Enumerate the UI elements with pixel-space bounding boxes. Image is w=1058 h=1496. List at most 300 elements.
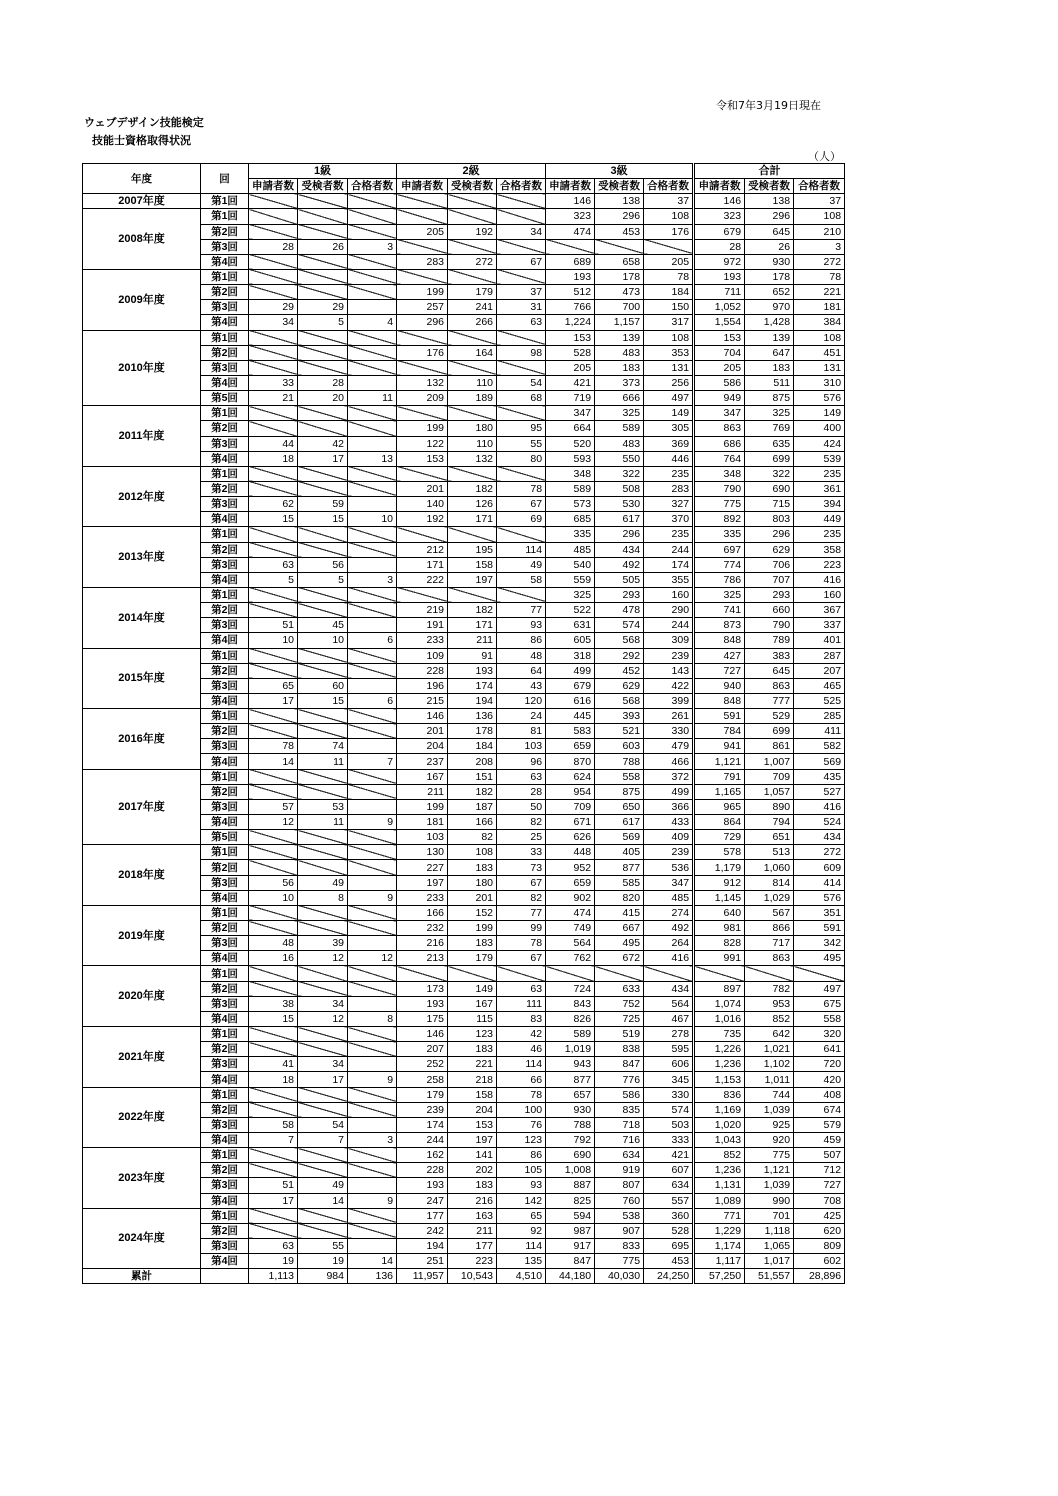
value-cell: 111 xyxy=(497,996,546,1011)
value-cell: 197 xyxy=(397,875,448,890)
value-cell: 29 xyxy=(298,300,348,315)
not-applicable-cell xyxy=(249,724,298,739)
round-cell: 第1回 xyxy=(201,1027,249,1042)
not-applicable-cell xyxy=(348,209,397,224)
not-applicable-cell xyxy=(249,542,298,557)
value-cell: 647 xyxy=(745,345,794,360)
value-cell: 17 xyxy=(249,1193,298,1208)
not-applicable-cell xyxy=(298,784,348,799)
value-cell: 416 xyxy=(794,799,845,814)
value-cell: 784 xyxy=(694,724,745,739)
value-cell: 497 xyxy=(644,391,694,406)
not-applicable-cell xyxy=(298,603,348,618)
value-cell: 296 xyxy=(595,527,644,542)
value-cell: 197 xyxy=(448,1133,497,1148)
value-cell: 322 xyxy=(595,466,644,481)
not-applicable-cell xyxy=(448,527,497,542)
not-applicable-cell xyxy=(298,269,348,284)
value-cell: 919 xyxy=(595,1163,644,1178)
value-cell: 360 xyxy=(644,1208,694,1223)
subheader-cell: 申請者数 xyxy=(546,179,595,194)
not-applicable-cell xyxy=(348,921,397,936)
value-cell: 782 xyxy=(745,981,794,996)
not-applicable-cell xyxy=(298,1027,348,1042)
table-row xyxy=(83,587,845,602)
table-row xyxy=(83,845,845,860)
value-cell: 586 xyxy=(595,1087,644,1102)
value-cell: 335 xyxy=(546,527,595,542)
value-cell: 158 xyxy=(448,1087,497,1102)
value-cell: 205 xyxy=(644,254,694,269)
year-cell: 2024年度 xyxy=(83,1208,201,1269)
total-label: 累計 xyxy=(83,1269,201,1284)
round-cell: 第2回 xyxy=(201,542,249,557)
value-cell: 741 xyxy=(694,603,745,618)
value-cell: 181 xyxy=(794,300,845,315)
value-cell: 92 xyxy=(497,1223,546,1238)
value-cell: 607 xyxy=(644,1163,694,1178)
not-applicable-cell xyxy=(497,587,546,602)
year-cell: 2018年度 xyxy=(83,845,201,906)
value-cell: 199 xyxy=(397,421,448,436)
value-cell: 1,057 xyxy=(745,784,794,799)
not-applicable-cell xyxy=(249,527,298,542)
not-applicable-cell xyxy=(249,921,298,936)
not-applicable-cell xyxy=(448,209,497,224)
value-cell: 1,089 xyxy=(694,1193,745,1208)
value-cell: 3 xyxy=(348,239,397,254)
round-cell: 第3回 xyxy=(201,360,249,375)
not-applicable-cell xyxy=(249,1027,298,1042)
value-cell: 211 xyxy=(448,1223,497,1238)
year-cell: 2008年度 xyxy=(83,209,201,270)
not-applicable-cell xyxy=(249,330,298,345)
value-cell: 283 xyxy=(397,254,448,269)
value-cell: 690 xyxy=(546,1148,595,1163)
value-cell: 158 xyxy=(448,557,497,572)
value-cell: 583 xyxy=(546,724,595,739)
round-cell: 第1回 xyxy=(201,1148,249,1163)
value-cell: 564 xyxy=(546,936,595,951)
value-cell: 17 xyxy=(249,693,298,708)
not-applicable-cell xyxy=(298,921,348,936)
value-cell: 664 xyxy=(546,421,595,436)
value-cell: 204 xyxy=(397,739,448,754)
round-cell: 第1回 xyxy=(201,406,249,421)
not-applicable-cell xyxy=(249,481,298,496)
value-cell: 568 xyxy=(595,633,644,648)
value-cell: 1,121 xyxy=(745,1163,794,1178)
value-cell: 941 xyxy=(694,739,745,754)
value-cell: 708 xyxy=(794,1193,845,1208)
round-cell: 第3回 xyxy=(201,557,249,572)
not-applicable-cell xyxy=(348,1223,397,1238)
value-cell: 912 xyxy=(694,875,745,890)
value-cell: 162 xyxy=(397,1148,448,1163)
not-applicable-cell xyxy=(298,981,348,996)
value-cell: 1,121 xyxy=(694,754,745,769)
value-cell: 296 xyxy=(745,527,794,542)
value-cell: 712 xyxy=(794,1163,845,1178)
value-cell: 241 xyxy=(448,300,497,315)
not-applicable-cell xyxy=(348,481,397,496)
value-cell: 511 xyxy=(745,375,794,390)
value-cell: 709 xyxy=(745,769,794,784)
round-cell: 第4回 xyxy=(201,254,249,269)
value-cell: 699 xyxy=(745,451,794,466)
value-cell: 1,165 xyxy=(694,784,745,799)
not-applicable-cell xyxy=(348,224,397,239)
not-applicable-cell xyxy=(298,466,348,481)
value-cell: 825 xyxy=(546,1193,595,1208)
value-cell: 1,131 xyxy=(694,1178,745,1193)
value-cell: 327 xyxy=(644,497,694,512)
value-cell: 10 xyxy=(298,633,348,648)
value-cell: 153 xyxy=(397,451,448,466)
value-cell: 897 xyxy=(694,981,745,996)
value-cell: 272 xyxy=(794,254,845,269)
subheader-cell: 合格者数 xyxy=(644,179,694,194)
value-cell: 252 xyxy=(397,1057,448,1072)
value-cell: 205 xyxy=(694,360,745,375)
round-cell: 第3回 xyxy=(201,436,249,451)
value-cell: 624 xyxy=(546,769,595,784)
not-applicable-cell xyxy=(298,285,348,300)
value-cell: 233 xyxy=(397,633,448,648)
value-cell: 140 xyxy=(397,497,448,512)
not-applicable-cell xyxy=(546,966,595,981)
value-cell: 585 xyxy=(595,875,644,890)
value-cell: 943 xyxy=(546,1057,595,1072)
value-cell: 595 xyxy=(644,1042,694,1057)
round-cell: 第4回 xyxy=(201,451,249,466)
value-cell: 1,007 xyxy=(745,754,794,769)
year-cell: 2007年度 xyxy=(83,194,201,209)
round-cell: 第4回 xyxy=(201,572,249,587)
value-cell: 1,011 xyxy=(745,1072,794,1087)
value-cell: 31 xyxy=(497,300,546,315)
year-cell: 2009年度 xyxy=(83,269,201,330)
not-applicable-cell xyxy=(298,587,348,602)
not-applicable-cell xyxy=(249,285,298,300)
not-applicable-cell xyxy=(249,254,298,269)
not-applicable-cell xyxy=(348,1163,397,1178)
value-cell: 645 xyxy=(745,663,794,678)
value-cell: 370 xyxy=(644,512,694,527)
total-value-cell: 57,250 xyxy=(694,1269,745,1284)
table-row xyxy=(83,406,845,421)
value-cell: 602 xyxy=(794,1254,845,1269)
value-cell: 1,052 xyxy=(694,300,745,315)
not-applicable-cell xyxy=(249,360,298,375)
value-cell: 558 xyxy=(794,1011,845,1026)
value-cell: 330 xyxy=(644,1087,694,1102)
value-cell: 1,043 xyxy=(694,1133,745,1148)
value-cell: 222 xyxy=(397,572,448,587)
value-cell: 790 xyxy=(745,618,794,633)
value-cell: 790 xyxy=(694,481,745,496)
value-cell: 83 xyxy=(497,1011,546,1026)
value-cell: 285 xyxy=(794,709,845,724)
value-cell: 690 xyxy=(745,481,794,496)
value-cell: 193 xyxy=(448,663,497,678)
value-cell: 401 xyxy=(794,633,845,648)
table-row xyxy=(83,966,845,981)
year-cell: 2023年度 xyxy=(83,1148,201,1209)
value-cell: 1,236 xyxy=(694,1057,745,1072)
value-cell: 11 xyxy=(298,754,348,769)
value-cell: 98 xyxy=(497,345,546,360)
value-cell: 760 xyxy=(595,1193,644,1208)
not-applicable-cell xyxy=(497,269,546,284)
value-cell: 465 xyxy=(794,678,845,693)
value-cell: 82 xyxy=(497,890,546,905)
value-cell: 317 xyxy=(644,315,694,330)
value-cell: 139 xyxy=(745,330,794,345)
not-applicable-cell xyxy=(348,1208,397,1223)
value-cell: 204 xyxy=(448,1102,497,1117)
value-cell: 1,017 xyxy=(745,1254,794,1269)
table-row xyxy=(83,194,845,209)
value-cell: 1,102 xyxy=(745,1057,794,1072)
value-cell: 709 xyxy=(546,799,595,814)
value-cell: 775 xyxy=(694,497,745,512)
value-cell: 66 xyxy=(497,1072,546,1087)
value-cell: 108 xyxy=(448,845,497,860)
value-cell: 135 xyxy=(497,1254,546,1269)
not-applicable-cell xyxy=(348,254,397,269)
value-cell: 178 xyxy=(595,269,644,284)
subheader-cell: 合格者数 xyxy=(794,179,845,194)
value-cell: 13 xyxy=(348,451,397,466)
round-cell: 第4回 xyxy=(201,633,249,648)
value-cell: 519 xyxy=(595,1027,644,1042)
round-cell: 第4回 xyxy=(201,1133,249,1148)
value-cell: 890 xyxy=(745,799,794,814)
value-cell: 605 xyxy=(546,633,595,648)
value-cell: 372 xyxy=(644,769,694,784)
value-cell: 195 xyxy=(448,542,497,557)
value-cell: 77 xyxy=(497,603,546,618)
value-cell: 7 xyxy=(348,754,397,769)
value-cell: 529 xyxy=(745,709,794,724)
value-cell: 777 xyxy=(745,693,794,708)
total-value-cell: 44,180 xyxy=(546,1269,595,1284)
value-cell: 873 xyxy=(694,618,745,633)
not-applicable-cell xyxy=(348,1102,397,1117)
value-cell: 175 xyxy=(397,1011,448,1026)
value-cell: 78 xyxy=(644,269,694,284)
value-cell: 409 xyxy=(644,830,694,845)
value-cell: 120 xyxy=(497,693,546,708)
value-cell: 91 xyxy=(448,648,497,663)
value-cell: 12 xyxy=(298,951,348,966)
value-cell: 19 xyxy=(298,1254,348,1269)
value-cell: 483 xyxy=(595,436,644,451)
value-cell: 384 xyxy=(794,315,845,330)
not-applicable-cell xyxy=(298,769,348,784)
value-cell: 569 xyxy=(794,754,845,769)
value-cell: 296 xyxy=(397,315,448,330)
not-applicable-cell xyxy=(249,603,298,618)
value-cell: 453 xyxy=(644,1254,694,1269)
subheader-cell: 受検者数 xyxy=(298,179,348,194)
value-cell: 569 xyxy=(595,830,644,845)
round-cell: 第2回 xyxy=(201,921,249,936)
value-cell: 744 xyxy=(745,1087,794,1102)
not-applicable-cell xyxy=(249,466,298,481)
not-applicable-cell xyxy=(348,587,397,602)
value-cell: 28 xyxy=(298,375,348,390)
value-cell: 820 xyxy=(595,890,644,905)
value-cell: 146 xyxy=(546,194,595,209)
round-cell: 第1回 xyxy=(201,527,249,542)
header-round: 回 xyxy=(201,164,249,194)
value-cell: 335 xyxy=(694,527,745,542)
value-cell: 574 xyxy=(595,618,644,633)
year-cell: 2011年度 xyxy=(83,406,201,467)
value-cell: 149 xyxy=(644,406,694,421)
value-cell: 826 xyxy=(546,1011,595,1026)
round-cell: 第3回 xyxy=(201,239,249,254)
round-cell: 第3回 xyxy=(201,1057,249,1072)
value-cell: 345 xyxy=(644,1072,694,1087)
value-cell: 866 xyxy=(745,921,794,936)
value-cell: 925 xyxy=(745,1117,794,1132)
value-cell: 706 xyxy=(745,557,794,572)
subheader-cell: 申請者数 xyxy=(397,179,448,194)
value-cell: 847 xyxy=(595,1057,644,1072)
value-cell: 93 xyxy=(497,618,546,633)
value-cell: 762 xyxy=(546,951,595,966)
value-cell: 679 xyxy=(694,224,745,239)
total-round-empty xyxy=(201,1269,249,1284)
value-cell: 296 xyxy=(595,209,644,224)
value-cell: 521 xyxy=(595,724,644,739)
value-cell: 149 xyxy=(794,406,845,421)
value-cell: 671 xyxy=(546,815,595,830)
not-applicable-cell xyxy=(348,330,397,345)
value-cell: 82 xyxy=(497,815,546,830)
value-cell: 689 xyxy=(546,254,595,269)
value-cell: 589 xyxy=(595,421,644,436)
round-cell: 第1回 xyxy=(201,330,249,345)
value-cell: 146 xyxy=(397,1027,448,1042)
value-cell: 3 xyxy=(348,572,397,587)
value-cell: 49 xyxy=(298,875,348,890)
table-row xyxy=(83,1208,845,1223)
value-cell: 10 xyxy=(249,633,298,648)
value-cell: 5 xyxy=(298,315,348,330)
value-cell: 207 xyxy=(397,1042,448,1057)
table-body xyxy=(83,194,845,1284)
value-cell: 131 xyxy=(794,360,845,375)
year-cell: 2022年度 xyxy=(83,1087,201,1148)
not-applicable-cell xyxy=(397,587,448,602)
round-cell: 第3回 xyxy=(201,875,249,890)
value-cell: 56 xyxy=(298,557,348,572)
value-cell: 153 xyxy=(694,330,745,345)
value-cell xyxy=(348,936,397,951)
value-cell: 704 xyxy=(694,345,745,360)
total-value-cell: 51,557 xyxy=(745,1269,794,1284)
value-cell: 1,224 xyxy=(546,315,595,330)
not-applicable-cell xyxy=(249,709,298,724)
not-applicable-cell xyxy=(348,966,397,981)
value-cell: 987 xyxy=(546,1223,595,1238)
value-cell: 991 xyxy=(694,951,745,966)
not-applicable-cell xyxy=(348,1087,397,1102)
not-applicable-cell xyxy=(595,239,644,254)
value-cell: 478 xyxy=(595,603,644,618)
value-cell xyxy=(348,799,397,814)
value-cell: 189 xyxy=(448,391,497,406)
round-cell: 第1回 xyxy=(201,709,249,724)
subheader-cell: 受検者数 xyxy=(745,179,794,194)
value-cell: 69 xyxy=(497,512,546,527)
not-applicable-cell xyxy=(298,406,348,421)
round-cell: 第3回 xyxy=(201,799,249,814)
not-applicable-cell xyxy=(397,269,448,284)
value-cell: 606 xyxy=(644,1057,694,1072)
value-cell: 218 xyxy=(448,1072,497,1087)
value-cell: 235 xyxy=(644,527,694,542)
value-cell: 49 xyxy=(497,557,546,572)
value-cell: 29 xyxy=(249,300,298,315)
value-cell: 24 xyxy=(497,709,546,724)
header-grade3: 3級 xyxy=(546,164,694,179)
not-applicable-cell xyxy=(249,648,298,663)
not-applicable-cell xyxy=(249,1208,298,1223)
value-cell: 109 xyxy=(397,648,448,663)
value-cell: 634 xyxy=(644,1178,694,1193)
value-cell: 197 xyxy=(448,572,497,587)
value-cell: 414 xyxy=(794,875,845,890)
value-cell: 930 xyxy=(546,1102,595,1117)
value-cell xyxy=(348,875,397,890)
value-cell: 177 xyxy=(397,1208,448,1223)
value-cell: 283 xyxy=(644,481,694,496)
value-cell: 591 xyxy=(794,921,845,936)
value-cell: 970 xyxy=(745,300,794,315)
value-cell: 1,039 xyxy=(745,1102,794,1117)
value-cell: 1,019 xyxy=(546,1042,595,1057)
not-applicable-cell xyxy=(298,663,348,678)
value-cell: 26 xyxy=(298,239,348,254)
not-applicable-cell xyxy=(348,466,397,481)
not-applicable-cell xyxy=(497,966,546,981)
value-cell: 791 xyxy=(694,769,745,784)
value-cell: 667 xyxy=(595,921,644,936)
value-cell: 59 xyxy=(298,497,348,512)
not-applicable-cell xyxy=(694,966,745,981)
value-cell: 42 xyxy=(298,436,348,451)
value-cell: 132 xyxy=(448,451,497,466)
value-cell: 194 xyxy=(397,1238,448,1253)
value-cell: 108 xyxy=(794,209,845,224)
round-cell: 第2回 xyxy=(201,724,249,739)
not-applicable-cell xyxy=(298,1042,348,1057)
total-value-cell: 136 xyxy=(348,1269,397,1284)
total-value-cell: 28,896 xyxy=(794,1269,845,1284)
value-cell: 103 xyxy=(397,830,448,845)
not-applicable-cell xyxy=(348,845,397,860)
round-cell: 第1回 xyxy=(201,648,249,663)
value-cell: 67 xyxy=(497,875,546,890)
value-cell: 178 xyxy=(745,269,794,284)
value-cell: 122 xyxy=(397,436,448,451)
value-cell: 679 xyxy=(546,678,595,693)
